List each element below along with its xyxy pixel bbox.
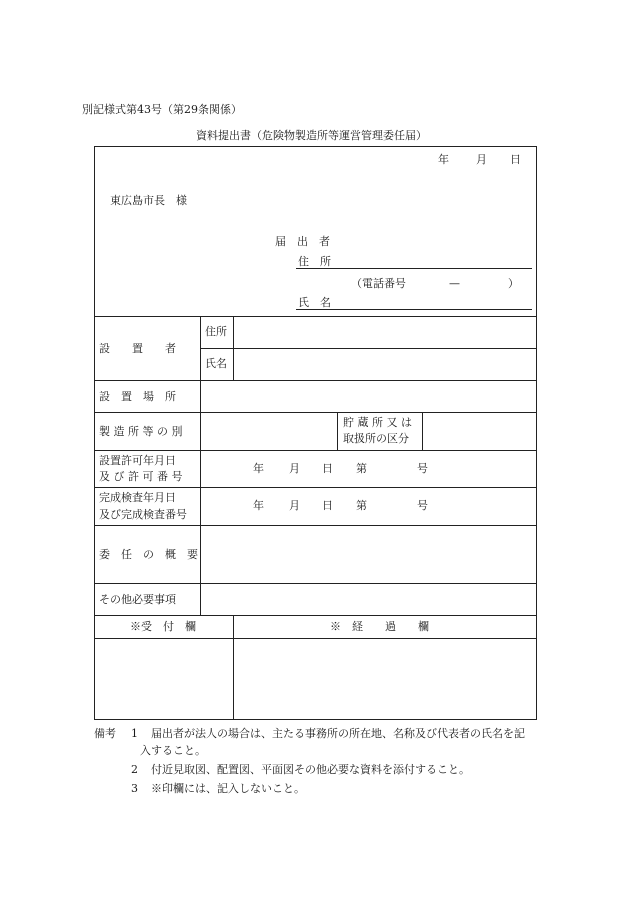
progress-field	[234, 639, 536, 719]
installer-label: 設 置 者	[99, 342, 176, 355]
date-day: 日	[510, 153, 521, 166]
date-year: 年	[438, 153, 449, 166]
permit-label-line1: 設置許可年月日	[99, 454, 176, 467]
installer-address-field[interactable]	[234, 317, 536, 348]
phone-dash: —	[449, 277, 460, 290]
notifier-name-label: 氏 名	[298, 296, 331, 309]
location-label: 設 置 場 所	[99, 390, 176, 403]
permit-month: 月	[289, 462, 300, 475]
progress-header: ※ 経 過 欄	[330, 620, 429, 633]
divider	[94, 450, 537, 451]
permit-no: 第	[356, 462, 367, 475]
other-label: その他必要事項	[99, 593, 176, 606]
divider	[94, 615, 537, 616]
phone-close: ）	[508, 277, 519, 290]
inspection-day: 日	[322, 499, 333, 512]
location-field[interactable]	[201, 381, 536, 412]
note-number: 1	[131, 727, 138, 740]
note-text: 付近見取図、配置図、平面図その他必要な資料を添付すること。	[151, 763, 470, 776]
notifier-heading: 届 出 者	[275, 235, 330, 248]
inspection-label-line2: 及び完成検査番号	[99, 508, 187, 521]
storage-type-field[interactable]	[423, 413, 536, 450]
notifier-address-label: 住 所	[298, 255, 331, 268]
installer-name-label: 氏名	[205, 357, 227, 370]
delegation-label: 委 任 の 概 要	[99, 548, 198, 561]
note-text-continued: 入すること。	[140, 744, 206, 757]
storage-label-line1: 貯 蔵 所 又 は	[343, 416, 412, 429]
inspection-month: 月	[289, 499, 300, 512]
form-title: 資料提出書（危険物製造所等運営管理委任届）	[196, 129, 427, 142]
permit-go: 号	[417, 462, 428, 475]
note-number: 3	[131, 782, 138, 795]
inspection-go: 号	[417, 499, 428, 512]
installer-address-label: 住所	[205, 325, 227, 338]
permit-day: 日	[322, 462, 333, 475]
phone-label: （電話番号	[351, 277, 406, 290]
reception-field	[95, 639, 233, 719]
notifier-name-line[interactable]	[296, 309, 532, 310]
inspection-year: 年	[253, 499, 264, 512]
installer-name-field[interactable]	[234, 349, 536, 380]
notes-heading: 備考	[94, 727, 116, 740]
addressee: 東広島市長 様	[110, 194, 187, 207]
permit-year: 年	[253, 462, 264, 475]
inspection-label-line1: 完成検査年月日	[99, 491, 176, 504]
note-number: 2	[131, 763, 138, 776]
inspection-no: 第	[356, 499, 367, 512]
form-number: 別記様式第43号（第29条関係）	[82, 103, 242, 116]
note-text: ※印欄には、記入しないこと。	[151, 782, 305, 795]
storage-label-line2: 取扱所の区分	[343, 432, 409, 445]
note-text: 届出者が法人の場合は、主たる事務所の所在地、名称及び代表者の氏名を記	[151, 727, 525, 740]
other-field[interactable]	[201, 584, 536, 615]
facility-type-label: 製 造 所 等 の 別	[99, 425, 183, 438]
facility-type-field[interactable]	[201, 413, 337, 450]
reception-header: ※受 付 欄	[130, 620, 196, 633]
date-month: 月	[476, 153, 487, 166]
permit-label-line2: 及 び 許 可 番 号	[99, 470, 183, 483]
notifier-address-line[interactable]	[296, 268, 532, 269]
delegation-field[interactable]	[201, 526, 536, 583]
divider	[337, 412, 338, 450]
divider	[94, 487, 537, 488]
